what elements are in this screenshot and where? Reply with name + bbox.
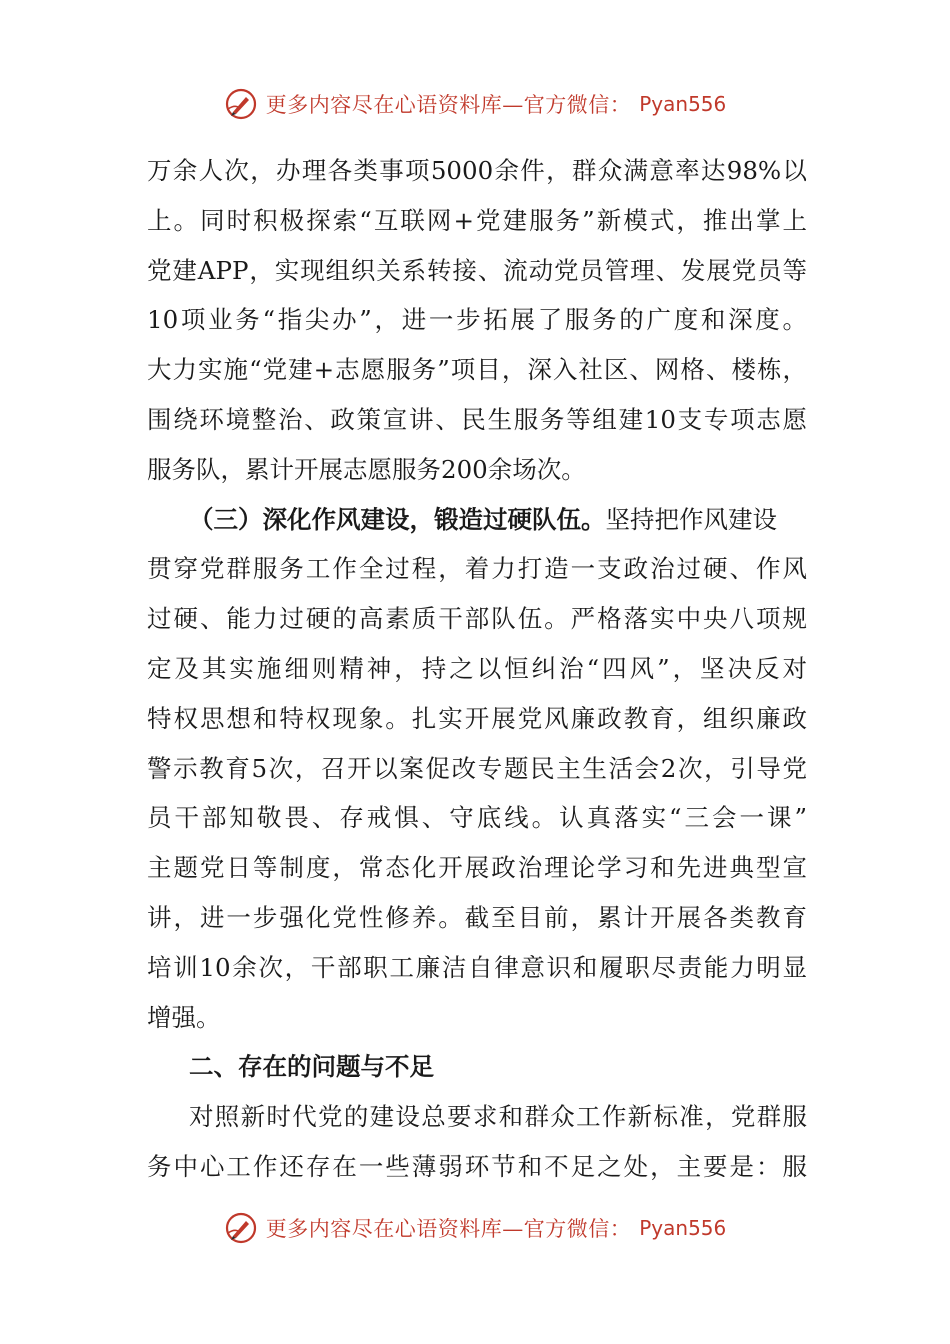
text-line: 围绕环境整治、政策宣讲、民生服务等组建10支专项志愿: [147, 404, 807, 434]
footer-watermark-banner: [0, 1208, 950, 1248]
watermark-text: 更多内容尽在心语资料库—官方微信：: [265, 93, 632, 117]
section-three-heading: （三）深化作风建设，锻造过硬队伍。: [189, 504, 606, 534]
text-line: 过硬、能力过硬的高素质干部队伍。严格落实中央八项规: [147, 604, 807, 634]
header-watermark-banner: [0, 84, 950, 124]
section-three-first-line: [147, 495, 807, 545]
document-body: [147, 146, 807, 1192]
text-line: 贯穿党群服务工作全过程，着力打造一支政治过硬、作风: [147, 554, 807, 584]
text-line: 党建APP，实现组织关系转接、流动党员管理、发展党员等: [147, 255, 807, 285]
section-two-heading: 二、存在的问题与不足: [189, 1052, 434, 1082]
text-line: 务中心工作还存在一些薄弱环节和不足之处，主要是：服: [147, 1151, 807, 1181]
section-three-lead-text: 坚持把作风建设: [605, 504, 777, 534]
watermark-wechat-id: Pyan556: [639, 1216, 727, 1240]
text-line: 万余人次，办理各类事项5000余件，群众满意率达98%以: [147, 156, 807, 185]
text-line: 增强。: [147, 1002, 221, 1032]
text-line: 上。同时积极探索“互联网+党建服务”新模式，推出掌上: [147, 205, 807, 235]
text-line: 警示教育5次，召开以案促改专题民主生活会2次，引导党: [147, 753, 807, 783]
text-line: 10项业务“指尖办”，进一步拓展了服务的广度和深度。: [147, 305, 807, 335]
text-line: 主题党日等制度，常态化开展政治理论学习和先进典型宣: [147, 853, 807, 883]
text-line: 员干部知敬畏、存戒惧、守底线。认真落实“三会一课”: [147, 803, 807, 833]
text-line: 讲，进一步强化党性修养。截至目前，累计开展各类教育: [147, 902, 807, 932]
text-line: 服务队，累计开展志愿服务200余场次。: [147, 454, 586, 484]
text-line: 特权思想和特权现象。扎实开展党风廉政教育，组织廉政: [147, 703, 807, 733]
text-line: 大力实施“党建+志愿服务”项目，深入社区、网格、楼栋，: [147, 355, 807, 385]
text-line: 定及其实施细则精神，持之以恒纠治“四风”，坚决反对: [147, 653, 807, 683]
text-line: 培训10余次，干部职工廉洁自律意识和履职尽责能力明显: [147, 952, 807, 982]
pen-logo-icon: [224, 87, 258, 121]
watermark-text: 更多内容尽在心语资料库—官方微信：: [265, 1217, 632, 1241]
watermark-group: [224, 1211, 727, 1245]
pen-logo-icon: [224, 1211, 258, 1245]
text-line: 对照新时代党的建设总要求和群众工作新标准，党群服: [189, 1102, 807, 1132]
watermark-group: [224, 87, 727, 121]
watermark-wechat-id: Pyan556: [639, 92, 727, 116]
